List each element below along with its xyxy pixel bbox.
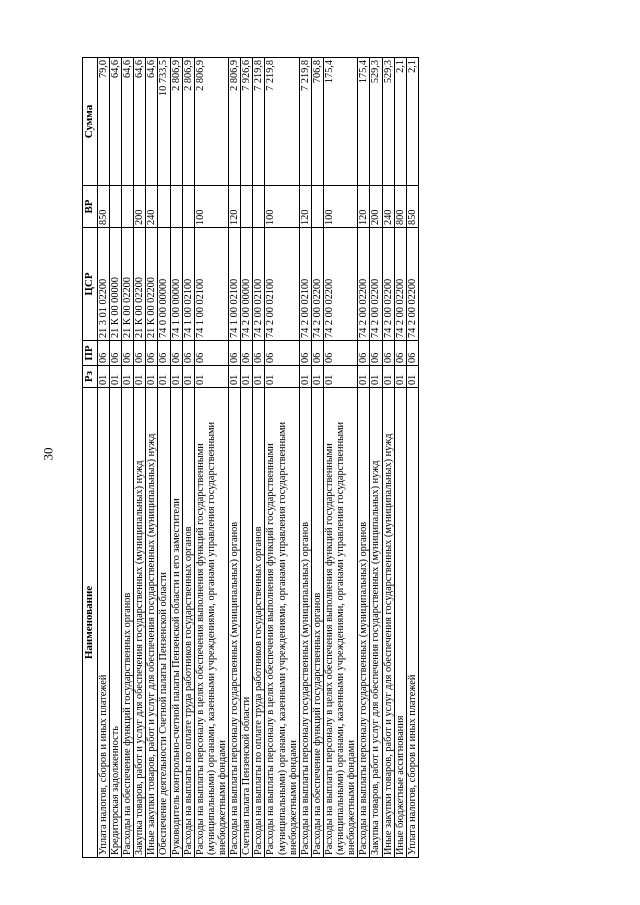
cell-rz: 01 <box>158 366 170 388</box>
cell-rz: 01 <box>299 366 311 388</box>
cell-pr: 06 <box>265 341 299 366</box>
cell-vr: 200 <box>370 186 382 228</box>
cell-csr: 74 2 00 02200 <box>394 228 406 341</box>
cell-name: Уплата налогов, сборов и иных платежей <box>406 388 418 858</box>
cell-name: Расходы на обеспечение функций государственных органов <box>311 388 323 858</box>
table-header-row <box>83 58 98 858</box>
cell-vr <box>253 186 265 228</box>
budget-table <box>82 57 419 858</box>
cell-sum: 175,4 <box>323 58 357 186</box>
cell-vr: 120 <box>299 186 311 228</box>
cell-sum: 529,3 <box>382 58 394 186</box>
table-row <box>358 58 370 858</box>
cell-pr: 06 <box>311 341 323 366</box>
cell-pr: 06 <box>134 341 146 366</box>
cell-sum: 2 806,9 <box>182 58 194 186</box>
rotated-table-wrapper <box>82 58 419 858</box>
cell-pr: 06 <box>406 341 418 366</box>
cell-name: Кредиторская задолженность <box>109 388 121 858</box>
cell-sum: 7 219,8 <box>253 58 265 186</box>
cell-rz: 01 <box>229 366 241 388</box>
cell-name: Расходы на обеспечение функций государственных органов <box>122 388 134 858</box>
cell-sum: 64,6 <box>146 58 158 186</box>
cell-rz: 01 <box>370 366 382 388</box>
table-row <box>323 58 357 858</box>
cell-csr: 21 3 01 02200 <box>97 228 109 341</box>
cell-csr: 74 1 00 02100 <box>182 228 194 341</box>
cell-csr: 74 1 00 02100 <box>194 228 228 341</box>
table-row <box>311 58 323 858</box>
cell-vr: 800 <box>394 186 406 228</box>
table-row <box>241 58 253 858</box>
cell-name: Расходы на выплаты персоналу государственных (муниципальных) органов <box>299 388 311 858</box>
cell-name: Расходы на выплаты персоналу в целях обеспечения выполнения функций государственными (муниципальными) органами, казенными учреждениями, органами управления государственными внебюджетными фондами <box>265 388 299 858</box>
cell-csr: 74 2 00 02200 <box>382 228 394 341</box>
cell-sum: 2 806,9 <box>194 58 228 186</box>
cell-vr: 850 <box>406 186 418 228</box>
cell-sum: 79,0 <box>97 58 109 186</box>
cell-pr: 06 <box>182 341 194 366</box>
cell-csr: 21 К 00 02200 <box>134 228 146 341</box>
cell-sum: 64,6 <box>122 58 134 186</box>
cell-csr: 21 К 00 02200 <box>122 228 134 341</box>
cell-csr: 21 К 00 02200 <box>146 228 158 341</box>
cell-vr <box>182 186 194 228</box>
table-row <box>382 58 394 858</box>
cell-rz: 01 <box>134 366 146 388</box>
cell-name: Расходы на выплаты по оплате труда работников государственных органов <box>253 388 265 858</box>
table-row <box>134 58 146 858</box>
cell-csr: 74 1 00 00000 <box>170 228 182 341</box>
cell-name: Обеспечение деятельности Счетной палаты Пензенской области <box>158 388 170 858</box>
cell-pr: 06 <box>358 341 370 366</box>
cell-rz: 01 <box>253 366 265 388</box>
cell-name: Счетная палата Пензенской области <box>241 388 253 858</box>
cell-name: Иные закупки товаров, работ и услуг для обеспечения государственных (муниципальных) нужд <box>146 388 158 858</box>
cell-sum: 7 926,6 <box>241 58 253 186</box>
header-csr: ЦСР <box>83 228 98 341</box>
cell-csr: 74 2 00 02100 <box>265 228 299 341</box>
table-row <box>109 58 121 858</box>
cell-pr: 06 <box>122 341 134 366</box>
table-row <box>122 58 134 858</box>
header-vr: ВР <box>83 186 98 228</box>
cell-vr: 200 <box>134 186 146 228</box>
table-row <box>158 58 170 858</box>
cell-sum: 2 806,9 <box>229 58 241 186</box>
cell-rz: 01 <box>170 366 182 388</box>
cell-csr: 74 2 00 02200 <box>406 228 418 341</box>
cell-name: Расходы на выплаты по оплате труда работников государственных органов <box>182 388 194 858</box>
cell-sum: 7 219,8 <box>265 58 299 186</box>
cell-csr: 74 2 00 02200 <box>323 228 357 341</box>
cell-csr: 74 0 00 00000 <box>158 228 170 341</box>
cell-rz: 01 <box>323 366 357 388</box>
cell-name: Расходы на выплаты персоналу в целях обеспечения выполнения функций государственными (муниципальными) органами, казенными учреждениями, органами управления государственными внебюджетными фондами <box>323 388 357 858</box>
cell-rz: 01 <box>109 366 121 388</box>
cell-pr: 06 <box>382 341 394 366</box>
cell-pr: 06 <box>146 341 158 366</box>
cell-vr: 120 <box>358 186 370 228</box>
header-sum: Сумма <box>83 58 98 186</box>
cell-rz: 01 <box>194 366 228 388</box>
cell-name: Иные бюджетные ассигнования <box>394 388 406 858</box>
cell-name: Закупка товаров, работ и услуг для обеспечения государственных (муниципальных) нужд <box>370 388 382 858</box>
table-row <box>299 58 311 858</box>
cell-vr: 100 <box>323 186 357 228</box>
table-row <box>265 58 299 858</box>
cell-vr: 100 <box>265 186 299 228</box>
cell-rz: 01 <box>406 366 418 388</box>
cell-rz: 01 <box>358 366 370 388</box>
cell-sum: 175,4 <box>358 58 370 186</box>
cell-pr: 06 <box>299 341 311 366</box>
cell-pr: 06 <box>323 341 357 366</box>
cell-vr <box>170 186 182 228</box>
cell-pr: 06 <box>194 341 228 366</box>
cell-pr: 06 <box>158 341 170 366</box>
cell-vr: 120 <box>229 186 241 228</box>
cell-sum: 706,8 <box>311 58 323 186</box>
header-name: Наименование <box>83 388 98 858</box>
cell-vr <box>241 186 253 228</box>
cell-sum: 2 806,9 <box>170 58 182 186</box>
cell-pr: 06 <box>97 341 109 366</box>
cell-pr: 06 <box>170 341 182 366</box>
cell-rz: 01 <box>97 366 109 388</box>
cell-sum: 64,6 <box>109 58 121 186</box>
cell-pr: 06 <box>370 341 382 366</box>
table-row <box>370 58 382 858</box>
table-row <box>229 58 241 858</box>
cell-csr: 74 2 00 00000 <box>241 228 253 341</box>
cell-csr: 74 1 00 02100 <box>229 228 241 341</box>
cell-name: Расходы на выплаты персоналу государственных (муниципальных) органов <box>358 388 370 858</box>
cell-sum: 64,6 <box>134 58 146 186</box>
table-row <box>182 58 194 858</box>
cell-sum: 2,1 <box>406 58 418 186</box>
cell-csr: 21 К 00 00000 <box>109 228 121 341</box>
cell-rz: 01 <box>394 366 406 388</box>
cell-vr: 240 <box>146 186 158 228</box>
cell-vr <box>158 186 170 228</box>
cell-pr: 06 <box>241 341 253 366</box>
cell-vr <box>122 186 134 228</box>
cell-rz: 01 <box>311 366 323 388</box>
cell-sum: 529,3 <box>370 58 382 186</box>
table-row <box>406 58 418 858</box>
cell-pr: 06 <box>253 341 265 366</box>
cell-csr: 74 2 00 02200 <box>311 228 323 341</box>
cell-rz: 01 <box>182 366 194 388</box>
table-row <box>97 58 109 858</box>
page-number: 30 <box>40 447 56 461</box>
cell-pr: 06 <box>109 341 121 366</box>
cell-csr: 74 2 00 02200 <box>358 228 370 341</box>
table-row <box>253 58 265 858</box>
cell-csr: 74 2 00 02100 <box>253 228 265 341</box>
cell-vr <box>109 186 121 228</box>
cell-sum: 10 733,5 <box>158 58 170 186</box>
cell-csr: 74 2 00 02200 <box>370 228 382 341</box>
cell-pr: 06 <box>229 341 241 366</box>
cell-name: Закупка товаров, работ и услуг для обеспечения государственных (муниципальных) нужд <box>134 388 146 858</box>
cell-rz: 01 <box>146 366 158 388</box>
cell-name: Руководитель контрольно-счетной палаты Пензенской области и его заместители <box>170 388 182 858</box>
cell-rz: 01 <box>241 366 253 388</box>
cell-sum: 7 219,8 <box>299 58 311 186</box>
table-row <box>394 58 406 858</box>
header-rz: Рз <box>83 366 98 388</box>
cell-rz: 01 <box>382 366 394 388</box>
cell-name: Иные закупки товаров, работ и услуг для обеспечения государственных (муниципальных) нужд <box>382 388 394 858</box>
table-row <box>146 58 158 858</box>
table-row <box>170 58 182 858</box>
cell-vr: 850 <box>97 186 109 228</box>
cell-name: Уплата налогов, сборов и иных платежей <box>97 388 109 858</box>
cell-pr: 06 <box>394 341 406 366</box>
cell-sum: 2,1 <box>394 58 406 186</box>
table-row <box>194 58 228 858</box>
cell-rz: 01 <box>265 366 299 388</box>
cell-csr: 74 2 00 02100 <box>299 228 311 341</box>
cell-vr <box>311 186 323 228</box>
header-pr: ПР <box>83 341 98 366</box>
cell-vr: 100 <box>194 186 228 228</box>
cell-rz: 01 <box>122 366 134 388</box>
cell-name: Расходы на выплаты персоналу государственных (муниципальных) органов <box>229 388 241 858</box>
cell-name: Расходы на выплаты персоналу в целях обеспечения выполнения функций государственными (муниципальными) органами, казенными учреждениями, органами управления государственными внебюджетными фондами <box>194 388 228 858</box>
cell-vr: 240 <box>382 186 394 228</box>
